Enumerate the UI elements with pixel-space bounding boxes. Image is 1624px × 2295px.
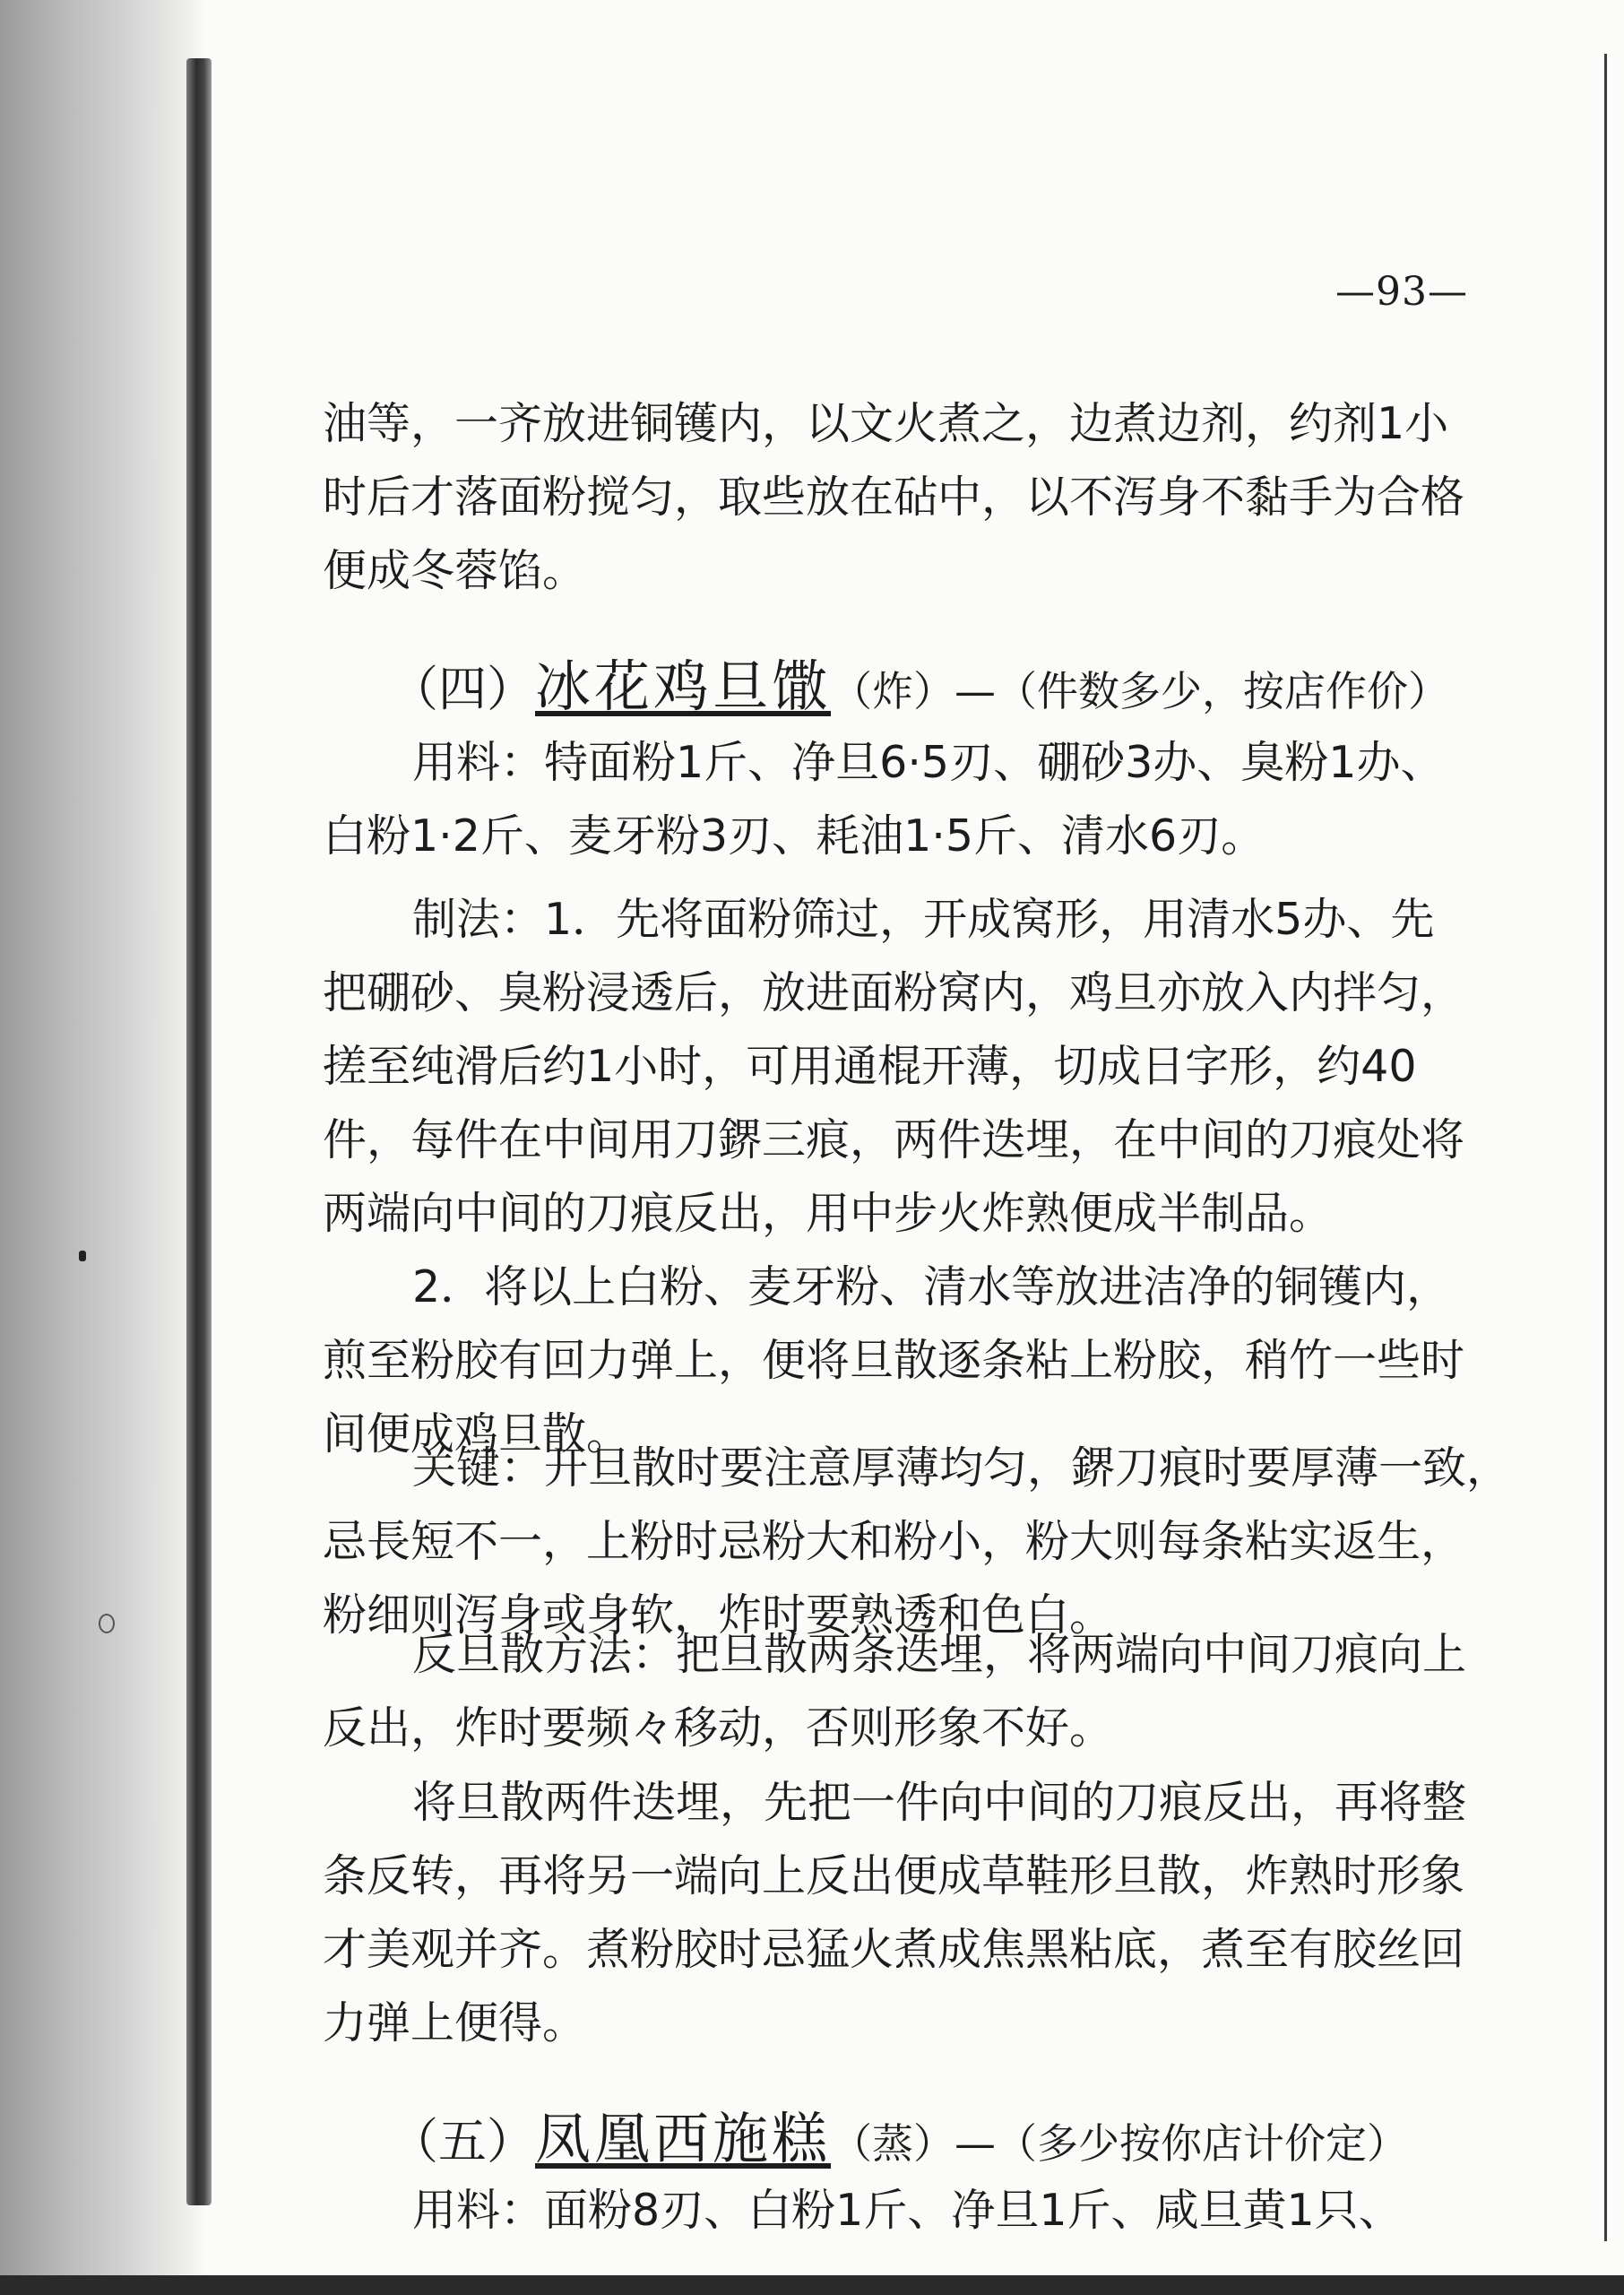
right-page-edge bbox=[1604, 54, 1607, 2241]
text-line: 白粉1·2斤、麦牙粉3刃、耗油1·5斤、清水6刃。 bbox=[323, 810, 1266, 862]
text-line: 用料：特面粉1斤、净旦6·5刃、硼砂3办、臭粉1办、 bbox=[412, 737, 1445, 788]
text-line: 便成冬蓉馅。 bbox=[323, 545, 587, 596]
section-4-method-1 bbox=[323, 883, 1465, 1251]
section-5-prefix: （五） bbox=[390, 2113, 535, 2169]
text-line: 制法：1．先将面粉筛过，开成窝形，用清水5办、先 bbox=[412, 894, 1435, 945]
text-line: 间便成鸡旦散。 bbox=[323, 1408, 631, 1459]
text-line: 用料：面粉8刃、白粉1斤、净旦1斤、咸旦黄1只、 bbox=[412, 2185, 1403, 2236]
section-4-prefix: （四） bbox=[390, 661, 535, 717]
text-line: 忌長短不一，上粉时忌粉大和粉小，粉大则每条粘实返生， bbox=[323, 1516, 1465, 1567]
text-line: 油等，一齐放进铜镬内，以文火煮之，边煮边剂，约剂1小 bbox=[323, 398, 1449, 449]
scan-bottom-border bbox=[0, 2275, 1624, 2295]
text-line: 关键：开旦散时要注意厚薄均匀，鎅刀痕时要厚薄一致， bbox=[412, 1442, 1511, 1494]
text-line: 条反转，再将另一端向上反出便成草鞋形旦散，炸熟时形象 bbox=[323, 1850, 1465, 1901]
section-4-title: 冰花鸡旦馓 bbox=[535, 654, 832, 719]
scan-shadow bbox=[0, 0, 206, 2295]
text-line: 2．将以上白粉、麦牙粉、清水等放进洁净的铜镬内， bbox=[412, 1261, 1451, 1312]
intro-paragraph bbox=[323, 387, 1465, 608]
text-line: 件，每件在中间用刀鎅三痕，两件迭埋，在中间的刀痕处将 bbox=[323, 1114, 1465, 1165]
text-line: 煎至粉胶有回力弹上，便将旦散逐条粘上粉胶，稍竹一些时 bbox=[323, 1335, 1465, 1386]
text-line: 力弹上便得。 bbox=[323, 1997, 587, 2048]
text-line: 反旦散方法：把旦散两条迭埋，将两端向中间刀痕向上 bbox=[412, 1629, 1467, 1680]
section-4-suffix: （炸）—（件数多少，按店作价） bbox=[831, 667, 1450, 715]
section-5-title: 凤凰西施糕 bbox=[535, 2106, 832, 2171]
page-number: —93— bbox=[1335, 269, 1468, 315]
section-5-ingredients bbox=[323, 2174, 1452, 2247]
text-line: 才美观并齐。煮粉胶时忌猛火煮成焦黑粘底，煮至有胶丝回 bbox=[323, 1924, 1465, 1975]
section-5-heading bbox=[390, 2102, 1519, 2180]
text-line: 粉细则泻身或身软，炸时要熟透和色白。 bbox=[323, 1589, 1114, 1641]
section-4-ingredients bbox=[323, 726, 1452, 873]
section-4-heading bbox=[390, 650, 1519, 728]
binding-edge bbox=[186, 58, 212, 2205]
text-line: 两端向中间的刀痕反出，用中步火炸熟便成半制品。 bbox=[323, 1188, 1334, 1239]
binding-hole-mark bbox=[99, 1614, 115, 1633]
text-line: 搓至纯滑后约1小时，可用通棍开薄，切成日字形，约40 bbox=[323, 1041, 1417, 1092]
binding-hole-mark bbox=[79, 1251, 86, 1261]
section-4-extra-notes bbox=[323, 1766, 1467, 2060]
text-line: 反出，炸时要频々移动，否则形象不好。 bbox=[323, 1702, 1114, 1754]
text-line: 时后才落面粉搅匀，取些放在砧中，以不泻身不黏手为合格 bbox=[323, 472, 1465, 523]
section-5-suffix: （蒸）—（多少按你店计价定） bbox=[831, 2119, 1409, 2168]
text-line: 把硼砂、臭粉浸透后，放进面粉窝内，鸡旦亦放入内拌匀， bbox=[323, 967, 1465, 1018]
text-line: 将旦散两件迭埋，先把一件向中间的刀痕反出，再将整 bbox=[412, 1777, 1467, 1828]
section-4-reverse-method bbox=[323, 1618, 1467, 1765]
